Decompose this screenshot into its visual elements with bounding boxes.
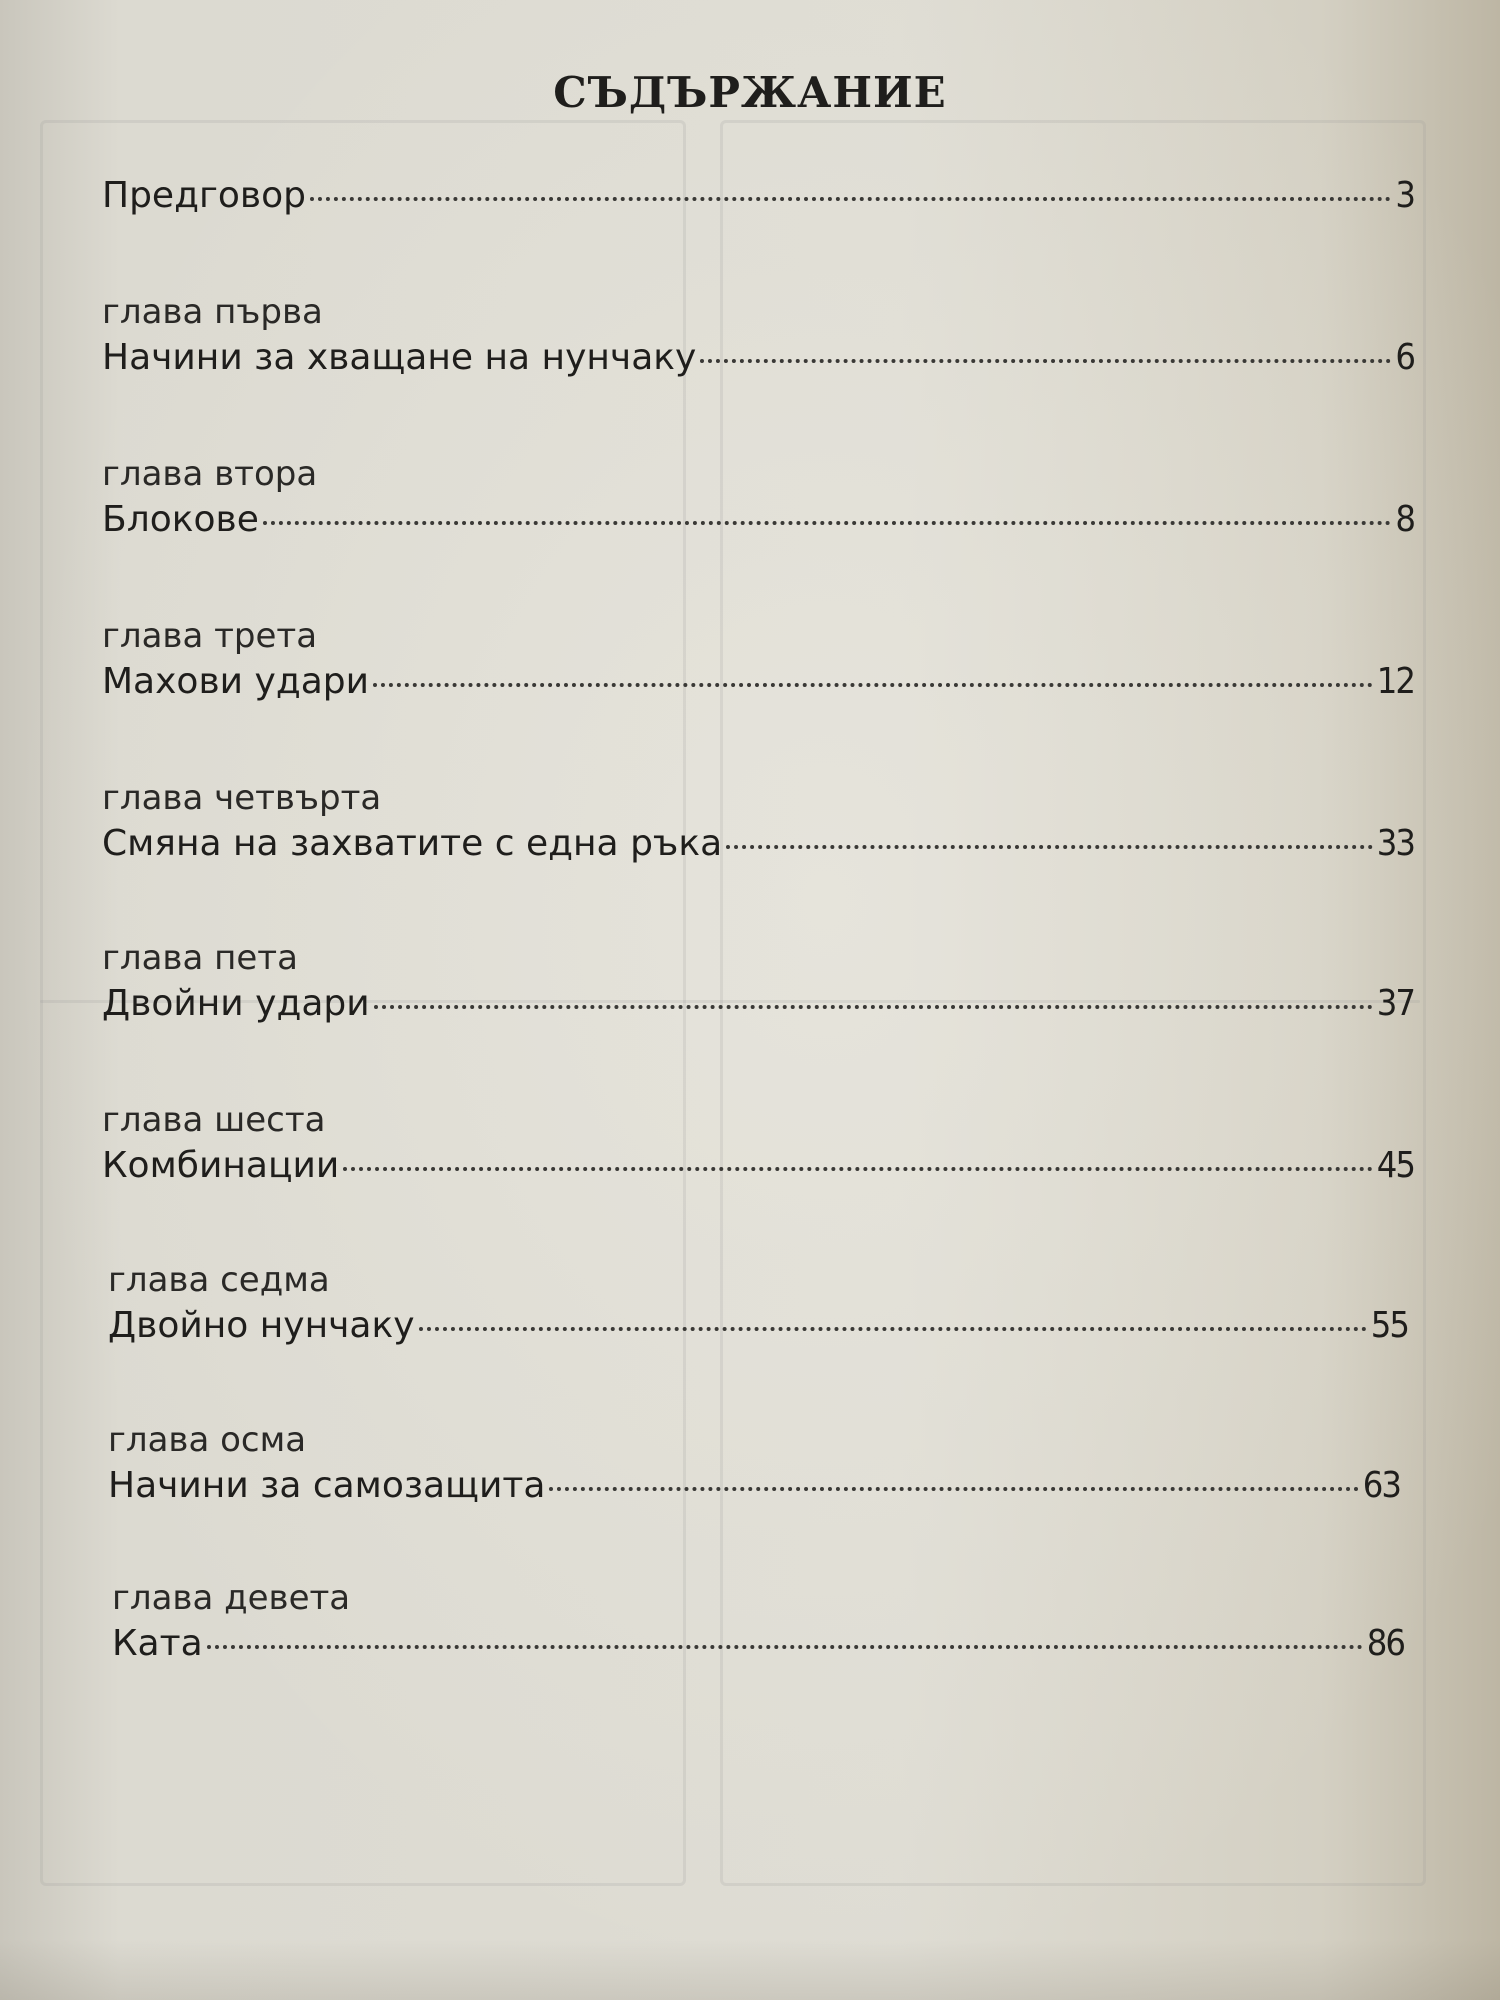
toc-page-number: 6 bbox=[1395, 337, 1414, 378]
toc-entry-title: Предговор bbox=[102, 175, 306, 216]
toc-line bbox=[108, 1462, 1400, 1514]
dot-leader bbox=[726, 845, 1373, 849]
chapter-label: глава пета bbox=[102, 938, 298, 978]
dot-leader bbox=[373, 683, 1373, 687]
toc-page-number: 86 bbox=[1366, 1623, 1404, 1664]
toc-line bbox=[102, 334, 1414, 386]
toc-page-number: 8 bbox=[1395, 499, 1414, 540]
toc-line bbox=[102, 980, 1414, 1032]
toc-entry-title: Махови удари bbox=[102, 661, 370, 702]
page-title: СЪДЪРЖАНИЕ bbox=[553, 68, 947, 118]
toc-entry-title: Блокове bbox=[102, 499, 259, 540]
dot-leader bbox=[374, 1005, 1373, 1009]
toc-line bbox=[102, 172, 1414, 224]
toc-line bbox=[102, 1142, 1414, 1194]
dot-leader bbox=[419, 1327, 1367, 1331]
toc-page-number: 63 bbox=[1362, 1465, 1400, 1506]
chapter-label: глава девета bbox=[112, 1578, 351, 1618]
chapter-label: глава първа bbox=[102, 292, 323, 332]
toc-entry-preface bbox=[102, 172, 1414, 224]
toc-entry-chapter-5 bbox=[102, 936, 1414, 1032]
toc-line bbox=[108, 1302, 1408, 1354]
toc-page-number: 45 bbox=[1376, 1145, 1414, 1186]
toc-page-number: 12 bbox=[1376, 661, 1414, 702]
toc-entry-title: Двойно нунчаку bbox=[108, 1305, 415, 1346]
toc-line bbox=[102, 658, 1414, 710]
toc-entry-chapter-1 bbox=[102, 290, 1414, 386]
toc-entry-chapter-2 bbox=[102, 452, 1414, 548]
toc-page-number: 55 bbox=[1370, 1305, 1408, 1346]
toc-entry-chapter-9 bbox=[112, 1576, 1404, 1672]
chapter-label: глава трета bbox=[102, 616, 318, 656]
toc-entry-title: Ката bbox=[112, 1623, 203, 1664]
dot-leader bbox=[343, 1167, 1373, 1171]
dot-leader bbox=[549, 1487, 1358, 1491]
toc-entry-title: Комбинации bbox=[102, 1145, 340, 1186]
toc-entry-title: Двойни удари bbox=[102, 983, 370, 1024]
toc-entry-chapter-3 bbox=[102, 614, 1414, 710]
toc-line bbox=[112, 1620, 1404, 1672]
toc-page-number: 3 bbox=[1395, 175, 1414, 216]
toc-entry-title: Начини за хващане на нунчаку bbox=[102, 337, 697, 378]
toc-entry-title: Смяна на захватите с една ръка bbox=[102, 823, 723, 864]
dot-leader bbox=[207, 1645, 1363, 1649]
chapter-label: глава шеста bbox=[102, 1100, 326, 1140]
toc-entry-chapter-6 bbox=[102, 1098, 1414, 1194]
toc-entry-chapter-7 bbox=[108, 1258, 1408, 1354]
toc-entry-chapter-4 bbox=[102, 776, 1414, 872]
toc-page-number: 33 bbox=[1376, 823, 1414, 864]
page-shadow bbox=[0, 1940, 1500, 2000]
chapter-label: глава седма bbox=[108, 1260, 330, 1300]
dot-leader bbox=[263, 521, 1392, 525]
chapter-label: глава втора bbox=[102, 454, 318, 494]
toc-line bbox=[102, 820, 1414, 872]
toc-line bbox=[102, 496, 1414, 548]
chapter-label: глава осма bbox=[108, 1420, 307, 1460]
toc-entry-title: Начини за самозащита bbox=[108, 1465, 546, 1506]
toc-entry-chapter-8 bbox=[108, 1418, 1400, 1514]
dot-leader bbox=[700, 359, 1391, 363]
chapter-label: глава четвърта bbox=[102, 778, 382, 818]
dot-leader bbox=[310, 197, 1391, 201]
toc-page-number: 37 bbox=[1376, 983, 1414, 1024]
